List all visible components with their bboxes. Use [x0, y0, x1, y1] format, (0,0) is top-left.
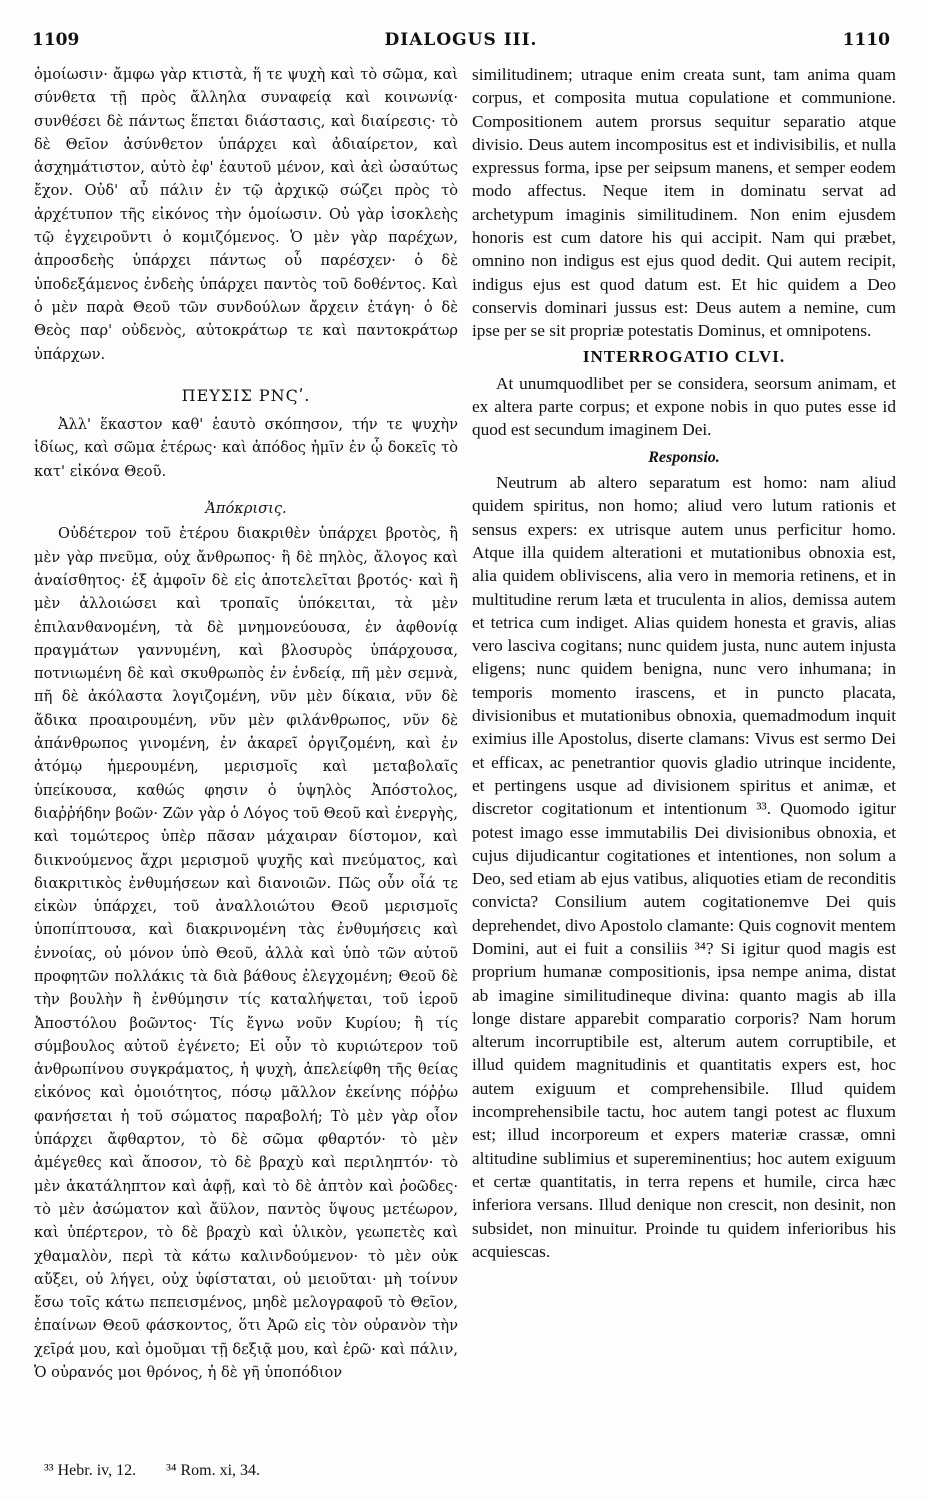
page-number-left: 1109 [32, 30, 80, 50]
running-title: DIALOGUS III. [384, 30, 538, 50]
latin-answer-text: Neutrum ab altero separatum est homo: nam aliud quidem spiritus, non homo; aliud vero lutum rationis et sensus expers: ex utrisque autem unus perficitur homo. Atque illa quidem alterationi et mutationibus obnoxia est, alia quidem obliviscens, alia vero in memoria retinens, et in multitudine rerum læta et truculenta in alios, demissa autem et tetrica cum indiget. Alias quidem honesta et gravis, alias vero lasciva cogitans; nunc quidem justa, nunc autem injusta eligens; nunc quidem benigna, nunc vero inhumana; in temporis momento irascens, et in puncto placata, divisionibus et mutationibus obnoxia, quemadmodum inquit eximius ille Apostolus, diserte clamans: Vivus est sermo Dei et efficax, ac penetrantior quovis gladio utrinque incidente, et pertingens usque ad divisionem spiritus et animæ, et discretor cogitationum et intentionum ³³. Quomodo igitur potest imago esse immutabilis Dei divisionibus obnoxia, et cujus dijudicantur cogitationes et intentiones, non solum a Deo, sed etiam ab ejus vatibus, aliquoties etiam de reconditis convicta? Consilium autem cogitationemve Dei quis deprehendet, divo Apostolo clamante: Quis cognovit mentem Domini, aut ei fuit a consiliis ³⁴? Si igitur quod magis est proprium humanæ compositionis, ipsa nempe anima, distat ab imagine similitudineque divina: quanto magis ab illa longe distare apparebit comparatio corporis? Nam horum alterum incorruptibile est, alterum autem corruptibile, et illud quidem magnitudinis et quantitatis expers est, hoc autem exiguum et comprehensibile. Illud quidem incomprehensibile tactu, hoc autem tangi potest ac fluxum est; illud incorporeum et expers materiæ crassæ, omni altitudine sublimius et supereminentius; hoc autem exiguum et certæ quantitatis, in terra repens et humile, circa hæc inferiora versans. Illud denique non crescit, non desinit, non subsidet, non minuitur. Proinde tu quidem inferioribus his acquiescas. [472, 473, 896, 1261]
footnote-33: ³³ Hebr. iv, 12. [44, 1462, 137, 1479]
footnote-34: ³⁴ Rom. xi, 34. [166, 1462, 261, 1479]
greek-paragraph-1: ὁμοίωσιν· ἄμφω γὰρ κτιστὰ, ἥ τε ψυχὴ καὶ τὸ σῶμα, καὶ σύνθετα τῇ πρὸς ἄλληλα συναφείᾳ καὶ κοινωνίᾳ· συνθέσει δὲ πάντως ἕπεται διάστασις, καὶ διαίρεσις· τὸ δὲ Θεῖον ἀσύνθετον ὑπάρχει καὶ ἀδιαίρετον, καὶ ἀσχημάτιστον, αὐτὸ ἐφ' ἑαυτοῦ μένον, καὶ ἀεὶ ὡσαύτως ἔχον. Οὐδ' αὖ πάλιν ἐν τῷ ἀρχικῷ σώζει πρὸς τὸ ἀρχέτυπον τῆς εἰκόνος τὴν ὁμοίωσιν. Οὐ γὰρ ἰσοκλεὴς τῷ ἐγχειροῦντι ὁ κομιζόμενος. Ὁ μὲν γὰρ παρέχων, ἀπροσδεὴς ὑπάρχει πάντως οὗ παρέσχεν· ὁ δὲ ὑποδεξάμενος ἐνδεὴς ὑπάρχει παντὸς τοῦ δοθέντος. Καὶ ὁ μὲν παρὰ Θεοῦ τῶν συνδούλων ἄρχειν ἐτάγη· ὁ δὲ Θεὸς παρ' οὐδενὸς, αὐτοκράτωρ τε καὶ παντοκράτωρ ὑπάρχων. [34, 66, 458, 363]
latin-paragraph-1: similitudinem; utraque enim creata sunt, tam anima quam corpus, et composita mutua copulatione et communione. Compositionem autem prorsus sequitur separatio atque divisio. Deus autem incompositus est et indivisibilis, et nulla expressus forma, ipse per seipsum manens, et semper eodem modo affectus. Neque item in dominatu servat ad archetypum imaginis similitudinem. Non enim ejusdem honoris est cum datore his qui accipit. Nam qui præbet, omnino non indigus est ejus quod dedit. Qui autem recipit, indigus ejus est quod datum est. Et hic quidem a Deo conservis dominari jussus est: Deus autem a nemine, cum ipse per se sit propriæ potestatis Dominus, et omnipotens. [472, 65, 896, 341]
running-header [32, 30, 890, 54]
latin-question-text: At unumquodlibet per se considera, seorsum animam, et ex altera parte corpus; et expone nobis in quo putes esse id quod est secundum imaginem Dei. [472, 373, 896, 440]
footnotes [44, 1462, 464, 1480]
latin-column [472, 63, 896, 1461]
greek-column [34, 63, 458, 1461]
page-number-right: 1110 [842, 30, 890, 50]
greek-answer-text: Οὐδέτερον τοῦ ἑτέρου διακριθὲν ὑπάρχει βροτὸς, ἣ μὲν γὰρ πνεῦμα, οὐχ ἄνθρωπος· ἣ δὲ πηλὸς, ἄλογος καὶ ἀναίσθητος· ἐξ ἀμφοῖν δὲ εἰς ἀποτελεῖται βροτός· καὶ ἣ μὲν ἀλλοιώσει καὶ τροπαῖς ὑπόκειται, τὰ μὲν ἐπιλανθανομένη, τὰ δὲ μνημονεύουσα, ἐν ἀφθονίᾳ πραγμάτων γαννυμένη, καὶ βλοσυρὸς ὑπάρχουσα, ποτνιωμένη δὲ καὶ σκυθρωπὸς ἐν ἐνδείᾳ, πῆ μὲν σεμνὰ, πῆ δὲ ἀκόλαστα λογιζομένη, νῦν μὲν δίκαια, νῦν δὲ ἄδικα προαιρουμένη, νῦν μὲν φιλάνθρωπος, νῦν δὲ ἀπάνθρωπος γινομένη, ἐν ἀκαρεῖ ὀργιζομένη, καὶ ἐν ἀτόμῳ ἡμερουμένη, μερισμοῖς καὶ μεταβολαῖς ὑπείκουσα, καθώς φησιν ὁ ὑψηλὸς Ἀπόστολος, διαῤῥήδην βοῶν· Ζῶν γὰρ ὁ Λόγος τοῦ Θεοῦ καὶ ἐνεργὴς, καὶ τομώτερος ὑπὲρ πᾶσαν μάχαιραν δίστομον, καὶ διικνούμενος ἄχρι μερισμοῦ ψυχῆς καὶ πνεύματος, καὶ διακριτικὸς ἐνθυμήσεων καὶ διανοιῶν. Πῶς οὖν οἷά τε εἰκὼν ὑπάρχει, τοῦ ἀναλλοιώτου Θεοῦ μερισμοῖς ὑποπίπτουσα, καὶ διακρινομένη τὰς ἐνθυμήσεις καὶ ἐννοίας, οὐ μόνον ὑπὸ Θεοῦ, ἀλλὰ καὶ ὑπὸ τῶν αὐτοῦ προφητῶν πολλάκις τὰ διὰ βάθους ἐλεγχομένη; Θεοῦ δὲ τὴν βουλὴν ἢ ἐνθύμησιν τίς καταλήψεται, τοῦ ἱεροῦ Ἀποστόλου βοῶντος· Τίς ἔγνω νοῦν Κυρίου; ἢ τίς σύμβουλος αὐτοῦ ἐγένετο; Εἰ οὖν τὸ κυριώτερον τοῦ ἀνθρωπίνου συγκράματος, ἡ ψυχὴ, ἀπελείφθη τῆς θείας εἰκόνος καὶ ὁμοιότητος, πόσῳ μᾶλλον ἐκείνης πόῤῥω φανήσεται ἡ τοῦ σώματος παραβολή; Τὸ μὲν γὰρ οἷον ὑπάρχει ἄφθαρτον, τὸ δὲ σῶμα φθαρτόν· τὸ μὲν ἀμέγεθες καὶ ἄποσον, τὸ δὲ βραχὺ καὶ περιληπτόν· τὸ μὲν ἀκατάληπτον καὶ ἀφῇ, καὶ τὸ δὲ ἁπτὸν καὶ ῥοῶδες· τὸ μὲν ἀσώματον καὶ ἄϋλον, παντὸς ὕψους μετέωρον, καὶ ὑπέρτερον, τὸ δὲ βραχὺ καὶ ὑλικὸν, γεωπετὲς καὶ χθαμαλὸν, περὶ τὰ κάτω καλινδούμενον· τὸ μὲν οὐκ αὔξει, οὐ λήγει, οὐχ ὑφίσταται, οὐ μειοῦται· μὴ τοίνυν ἔσω τοῖς κάτω πεπεισμένος, μηδὲ μελογραφοῦ τὸ Θεῖον, ἐπαίνων Θεοῦ φάσκοντος, ὅτι Ἀρῶ εἰς τὸν οὐρανὸν τὴν χεῖρά μου, καὶ ὀμοῦμαι τῇ δεξιᾷ μου, καὶ ἐρῶ· καὶ πάλιν, Ὁ οὐρανός μοι θρόνος, ἡ δὲ γῆ ὑποπόδιον [34, 525, 458, 1382]
greek-question-heading: ΠΕΥΣΙΣ ΡΝϚʹ. [181, 385, 311, 405]
latin-question-heading: INTERROGATIO CLVI. [582, 346, 786, 366]
greek-question-text: Ἀλλ' ἕκαστον καθ' ἑαυτὸ σκόπησον, τήν τε ψυχὴν ἰδίως, καὶ σῶμα ἑτέρως· καὶ ἀπόδος ἡμῖν ἐν ᾧ δοκεῖς τὸ κατ' εἰκόνα Θεοῦ. [34, 416, 458, 480]
latin-answer-heading: Responsio. [648, 448, 720, 466]
greek-answer-heading: Ἀπόκρισις. [205, 500, 287, 518]
